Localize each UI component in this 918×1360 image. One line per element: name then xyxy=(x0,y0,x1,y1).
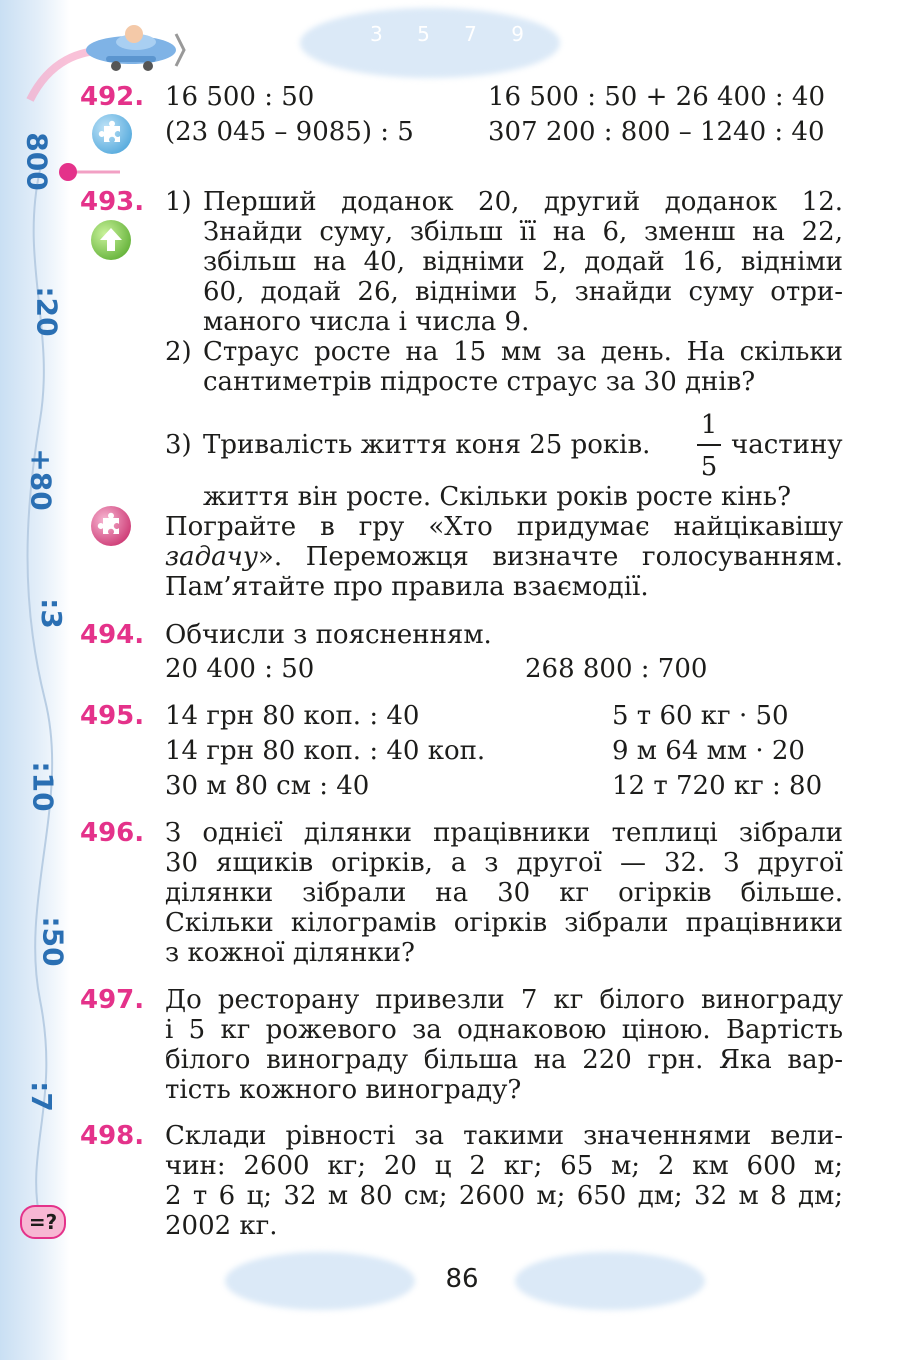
game-line-2: ». Переможця визначте голосуванням. xyxy=(257,542,843,572)
fraction-numerator: 1 xyxy=(700,410,718,440)
item-2-line: Страус росте на 15 мм за день. На скільки xyxy=(203,337,843,367)
puzzle-icon xyxy=(92,114,132,154)
game-line xyxy=(165,542,843,572)
item-1-line: збільш на 40, відніми 2, додай 16, відніми xyxy=(203,247,843,277)
side-label-div20: :20 xyxy=(30,286,64,337)
game-line-1: Пограйте в гру «Хто придумає найцікавішу xyxy=(165,512,843,542)
task-498-line: 2002 кг. xyxy=(165,1211,278,1241)
item-2-line: сантиметрів підросте страус за 30 днів? xyxy=(203,367,756,397)
item-1-line: 60, додай 26, відніми 5, знайди суму отри- xyxy=(203,277,843,307)
item-3-text-c: життя він росте. Скільки років росте кінь? xyxy=(203,482,792,512)
side-label-div7: :7 xyxy=(24,1081,58,1112)
item-1-line: Перший доданок 20, другий доданок 12. xyxy=(203,187,843,217)
equals-question-badge: =? xyxy=(20,1205,66,1239)
expr-495-c: 14 грн 80 коп. : 40 коп. xyxy=(165,736,486,766)
item-3-marker: 3) xyxy=(165,430,192,460)
item-3-text-b: частину xyxy=(731,430,843,460)
task-497-line: і 5 кг рожевого за однаковою ціною. Вартість xyxy=(165,1015,843,1045)
expr-495-f: 12 т 720 кг : 80 xyxy=(612,771,823,801)
task-496-line: 30 ящиків огірків, а з другої — 32. З другої xyxy=(165,848,843,878)
expr-495-e: 30 м 80 см : 40 xyxy=(165,771,370,801)
problem-number-493: 493. xyxy=(80,187,145,217)
page-number: 86 xyxy=(445,1264,479,1294)
item-2-marker: 2) xyxy=(165,337,192,367)
expr-492-b: 16 500 : 50 + 26 400 : 40 xyxy=(488,82,826,112)
task-497-line: До ресторану привезли 7 кг білого винограду xyxy=(165,985,843,1015)
expr-495-d: 9 м 64 мм · 20 xyxy=(612,736,805,766)
side-label-div10: :10 xyxy=(26,761,60,812)
side-label-800: 800 xyxy=(20,132,54,191)
task-496-line: ділянки зібрали на 30 кг огірків більше. xyxy=(165,878,843,908)
task-498-line: Склади рівності за такими значеннями вели- xyxy=(165,1121,843,1151)
task-498-line: чин: 2600 кг; 20 ц 2 кг; 65 м; 2 км 600 м; xyxy=(165,1151,843,1181)
problem-number-495: 495. xyxy=(80,701,145,731)
expr-492-a: 16 500 : 50 xyxy=(165,82,315,112)
side-label-div50: :50 xyxy=(36,916,70,967)
arrow-up-icon xyxy=(91,220,131,260)
task-497-line: тість кожного винограду? xyxy=(165,1075,522,1105)
cloud-digits: 3 5 7 9 xyxy=(370,22,538,46)
task-498-line: 2 т 6 ц; 32 м 80 см; 2600 м; 650 дм; 32 м 8 дм; xyxy=(165,1181,843,1211)
item-1-marker: 1) xyxy=(165,187,192,217)
fraction-denominator: 5 xyxy=(700,452,718,482)
expr-494-b: 268 800 : 700 xyxy=(525,654,708,684)
expr-495-a: 14 грн 80 коп. : 40 xyxy=(165,701,420,731)
game-line xyxy=(165,512,843,542)
side-label-div3: :3 xyxy=(34,598,68,629)
fraction-bar xyxy=(697,444,721,446)
task-496-line: Скільки кілограмів огірків зібрали працівники xyxy=(165,908,843,938)
game-line-3: Пам’ятайте про правила взаємодії. xyxy=(165,572,649,602)
problem-number-497: 497. xyxy=(80,985,145,1015)
airplane-illustration xyxy=(76,14,186,74)
problem-number-498: 498. xyxy=(80,1121,145,1151)
item-3-text-a: Тривалість життя коня 25 років. xyxy=(203,430,651,460)
item-1-line: Знайди суму, збільш її на 6, зменш на 22, xyxy=(203,217,843,247)
task-496-line: з кожної ділянки? xyxy=(165,938,415,968)
expr-492-c: (23 045 – 9085) : 5 xyxy=(165,117,414,147)
game-title-end: задачу xyxy=(165,542,258,572)
task-497-line: білого винограду більша на 220 грн. Яка вар- xyxy=(165,1045,843,1075)
expr-495-b: 5 т 60 кг · 50 xyxy=(612,701,789,731)
bottom-cloud-left xyxy=(225,1252,415,1310)
problem-number-492: 492. xyxy=(80,82,145,112)
problem-number-494: 494. xyxy=(80,620,145,650)
side-label-plus80: +80 xyxy=(24,448,58,511)
expr-492-d: 307 200 : 800 – 1240 : 40 xyxy=(488,117,825,147)
item-1-line: маного числа і числа 9. xyxy=(203,307,530,337)
task-496-line: З однієї ділянки працівники теплиці зібрали xyxy=(165,818,843,848)
game-puzzle-icon xyxy=(91,506,131,546)
problem-number-496: 496. xyxy=(80,818,145,848)
bottom-cloud-right xyxy=(515,1252,705,1310)
expr-494-a: 20 400 : 50 xyxy=(165,654,315,684)
task-494-text: Обчисли з поясненням. xyxy=(165,620,492,650)
